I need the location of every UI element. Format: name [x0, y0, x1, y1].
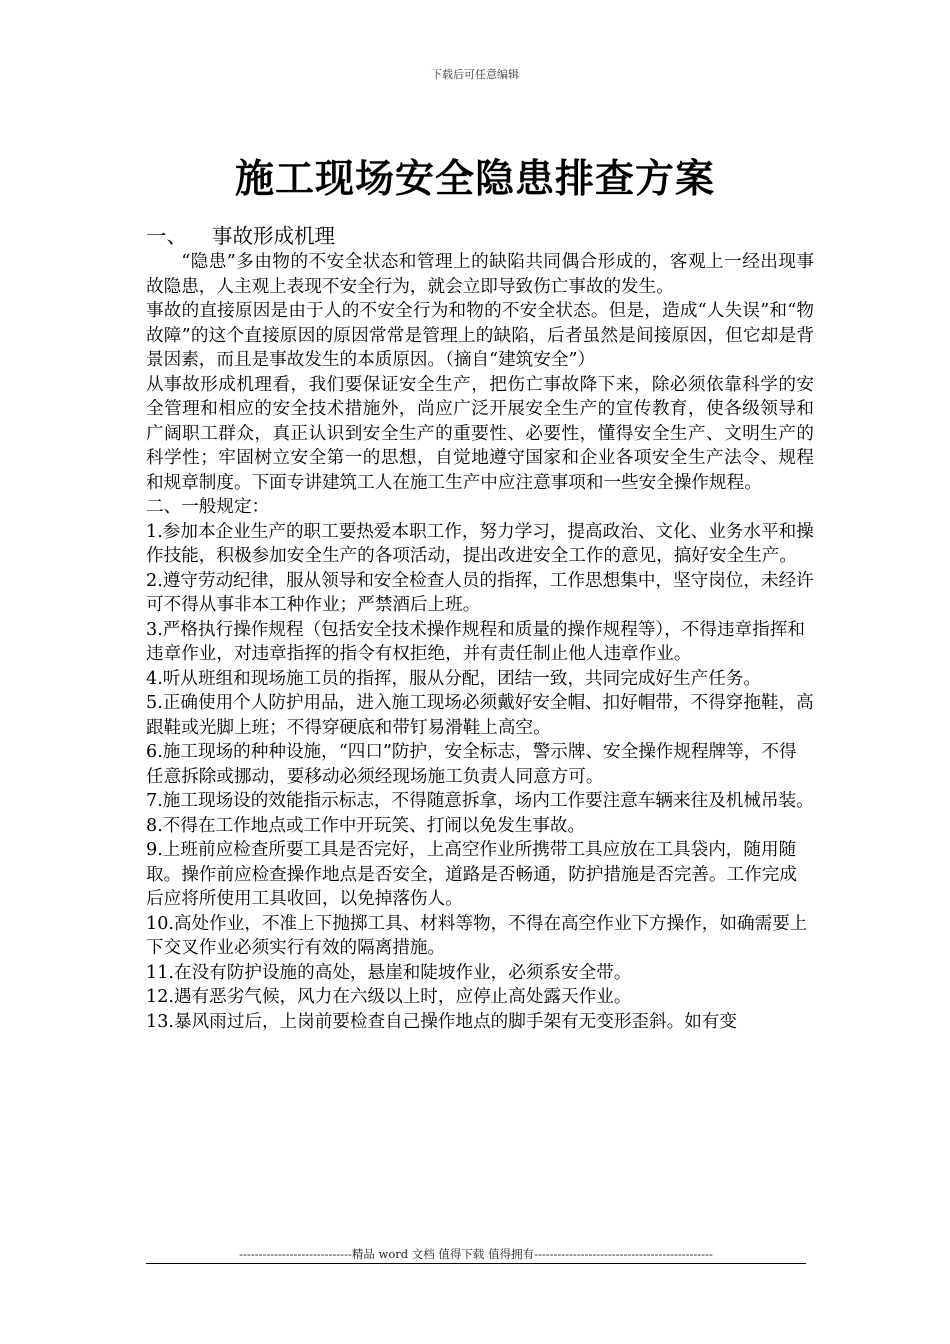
section-1-paragraph: “隐患”多由物的不安全状态和管理上的缺陷共同偶合形成的，客观上一经出现事故隐患，人主观上表现不安全行为，就会立即导致伤亡事故的发生。 — [146, 252, 814, 297]
section-1-number: 一、 — [146, 224, 187, 248]
section-1-paragraph: 事故的直接原因是由于人的不安全行为和物的不安全状态。但是，造成“人失误”和“物故障”的这个直接原因的原因常常是管理上的缺陷，后者虽然是间接原因，但它却是背景因素，而且是事故发生的本质原因。（摘自“建筑安全”） — [146, 301, 814, 370]
rule-item: 13.暴风雨过后，上岗前要检查自己操作地点的脚手架有无变形歪斜。如有变 — [146, 1011, 737, 1032]
rule-item: 6.施工现场的种种设施，“四口”防护，安全标志，警示牌、安全操作规程牌等，不得任意拆除或挪动，要移动必须经现场施工负责人同意方可。 — [146, 742, 797, 787]
rule-item: 8.不得在工作地点或工作中开玩笑、打闹以免发生事故。 — [146, 815, 586, 836]
footer-note: -----------------------------精品 word 文档 值得下载 值得拥有---------------------------------------------- — [239, 1247, 713, 1261]
rule-item: 1.参加本企业生产的职工要热爱本职工作，努力学习，提高政治、文化、业务水平和操作技能，积极参加安全生产的各项活动，提出改进安全工作的意见，搞好安全生产。 — [146, 521, 814, 566]
header-note: 下载后可任意编辑 — [431, 68, 519, 81]
rule-item: 10.高处作业，不准上下抛掷工具、材料等物，不得在高空作业下方操作，如确需要上下交叉作业必须实行有效的隔离措施。 — [146, 913, 808, 958]
section-1-heading — [146, 222, 814, 250]
document-title: 施工现场安全隐患排查方案 — [234, 156, 715, 202]
rule-item: 11.在没有防护设施的高处，悬崖和陡坡作业，必须系安全带。 — [146, 962, 632, 983]
section-1-paragraph: 从事故形成机理看，我们要保证安全生产，把伤亡事故降下来，除必须依靠科学的安全管理和相应的安全技术措施外，尚应广泛开展安全生产的宣传教育，使各级领导和广阔职工群众，真正认识到安全生产的重要性、必要性，懂得安全生产、文明生产的科学性；牢固树立安全第一的思想，自觉地遵守国家和企业各项安全生产法令、规程和规章制度。下面专讲建筑工人在施工生产中应注意事项和一些安全操作规程。 — [146, 374, 814, 493]
rule-item: 2.遵守劳动纪律，服从领导和安全检查人员的指挥，工作思想集中，坚守岗位，未经许可不得从事非本工种作业；严禁酒后上班。 — [146, 570, 814, 615]
rule-item: 3.严格执行操作规程（包括安全技术操作规程和质量的操作规程等），不得违章指挥和违章作业，对违章指挥的指令有权拒绝，并有责任制止他人违章作业。 — [146, 619, 805, 664]
section-1-title: 事故形成机理 — [212, 224, 335, 248]
rule-item: 7.施工现场设的效能指示标志，不得随意拆拿，场内工作要注意车辆来往及机械吊装。 — [146, 791, 814, 811]
document-body — [146, 222, 814, 1034]
rule-item: 12.遇有恶劣气候，风力在六级以上时，应停止高处露天作业。 — [146, 987, 632, 1007]
rule-item: 4.听从班组和现场施工员的指挥，服从分配，团结一致，共同完成好生产任务。 — [146, 668, 761, 689]
footer-divider — [146, 1263, 806, 1264]
rule-item: 5.正确使用个人防护用品，进入施工现场必须戴好安全帽、扣好帽带，不得穿拖鞋，高跟鞋或光脚上班；不得穿硬底和带钉易滑鞋上高空。 — [146, 693, 814, 738]
rule-item: 9.上班前应检查所要工具是否完好，上高空作业所携带工具应放在工具袋内，随用随取。操作前应检查操作地点是否安全，道路是否畅通，防护措施是否完善。工作完成后应将所使用工具收回，以免掉落伤人。 — [146, 840, 797, 909]
section-2-heading: 二、一般规定： — [146, 497, 270, 517]
